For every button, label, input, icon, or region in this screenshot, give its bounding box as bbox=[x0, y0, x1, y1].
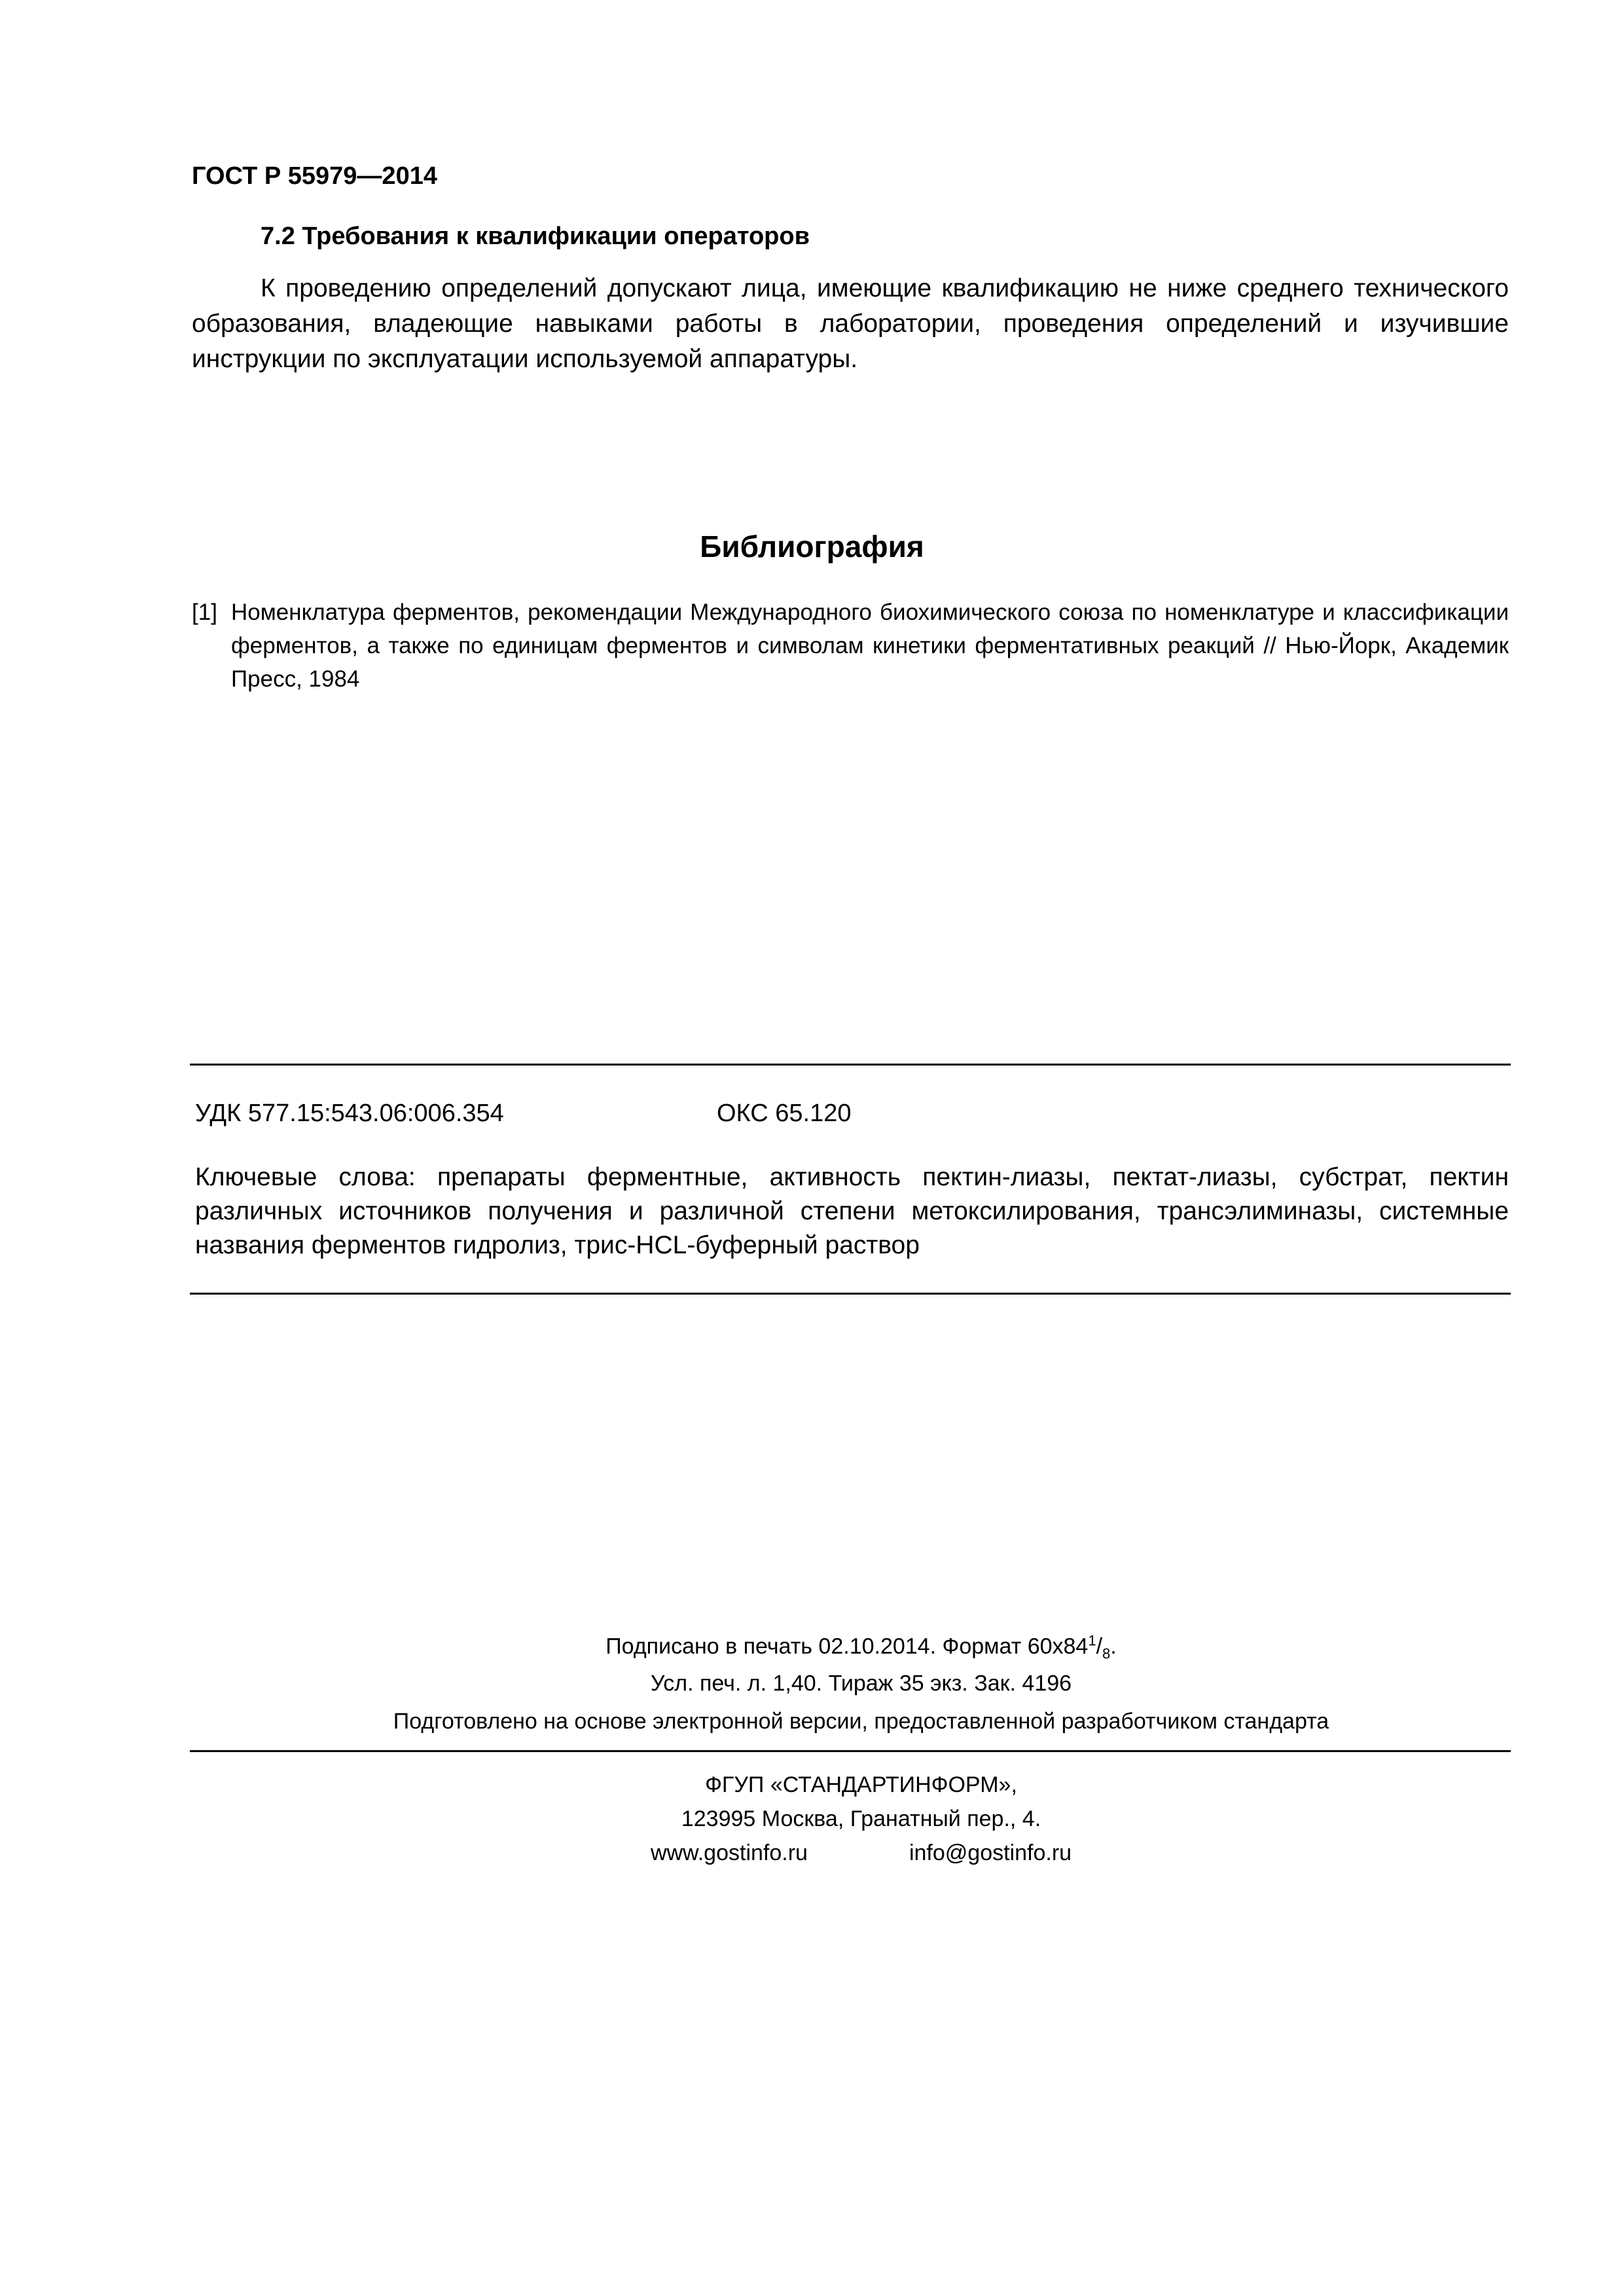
keywords-divider bbox=[190, 1293, 1511, 1295]
publisher-email[interactable]: info@gostinfo.ru bbox=[909, 1840, 1072, 1865]
format-fraction-slash: / bbox=[1096, 1634, 1103, 1659]
publisher-website[interactable]: www.gostinfo.ru bbox=[650, 1840, 808, 1865]
section-title: 7.2 Требования к квалификации операторов bbox=[261, 223, 810, 250]
bibliography-entry-number: [1] bbox=[192, 600, 217, 625]
top-divider bbox=[190, 1064, 1511, 1066]
publisher-contacts bbox=[0, 1840, 1624, 1866]
keywords: Ключевые слова: препараты ферментные, активность пектин-лиазы, пектат-лиазы, субстрат, пектин различных источников получения и различной степени метоксилирования, трансэлиминазы, системные названия ферментов гидролиз, трис-HCL-буферный раствор bbox=[195, 1163, 1509, 1259]
format-end: . bbox=[1110, 1634, 1117, 1659]
bibliography-entry-text: Номенклатура ферментов, рекомендации Международного биохимического союза по номенклатуре и классификации ферментов, а также по единицам ферментов и символам кинетики ферментативных реакций // Нью-Йорк, Академик Пресс, 1984 bbox=[231, 600, 1509, 692]
format-fraction-numerator: 1 bbox=[1088, 1632, 1096, 1649]
bibliography-entry bbox=[192, 596, 1509, 696]
bibliography-title: Библиография bbox=[700, 529, 924, 564]
imprint-line-1 bbox=[0, 1632, 1624, 1662]
standard-code: ГОСТ Р 55979—2014 bbox=[192, 162, 437, 190]
udk-code: УДК 577.15:543.06:006.354 bbox=[195, 1100, 504, 1127]
publisher-address: 123995 Москва, Гранатный пер., 4. bbox=[681, 1806, 1041, 1831]
imprint-line-2: Усл. печ. л. 1,40. Тираж 35 экз. Зак. 4196 bbox=[650, 1671, 1072, 1696]
imprint-format: Подписано в печать 02.10.2014. Формат 60х84 bbox=[605, 1634, 1089, 1659]
publisher-name: ФГУП «СТАНДАРТИНФОРМ», bbox=[705, 1772, 1017, 1797]
oks-code: ОКС 65.120 bbox=[717, 1100, 852, 1127]
format-fraction-denominator: 8 bbox=[1102, 1645, 1111, 1662]
imprint-line-3: Подготовлено на основе электронной версии, предоставленной разработчиком стандарта bbox=[393, 1709, 1329, 1734]
imprint-divider bbox=[190, 1750, 1511, 1752]
section-paragraph: К проведению определений допускают лица, имеющие квалификацию не ниже среднего технического образования, владеющие навыками работы в лаборатории, проведения определений и изучившие инструкции по эксплуатации используемой аппаратуры. bbox=[192, 274, 1509, 373]
